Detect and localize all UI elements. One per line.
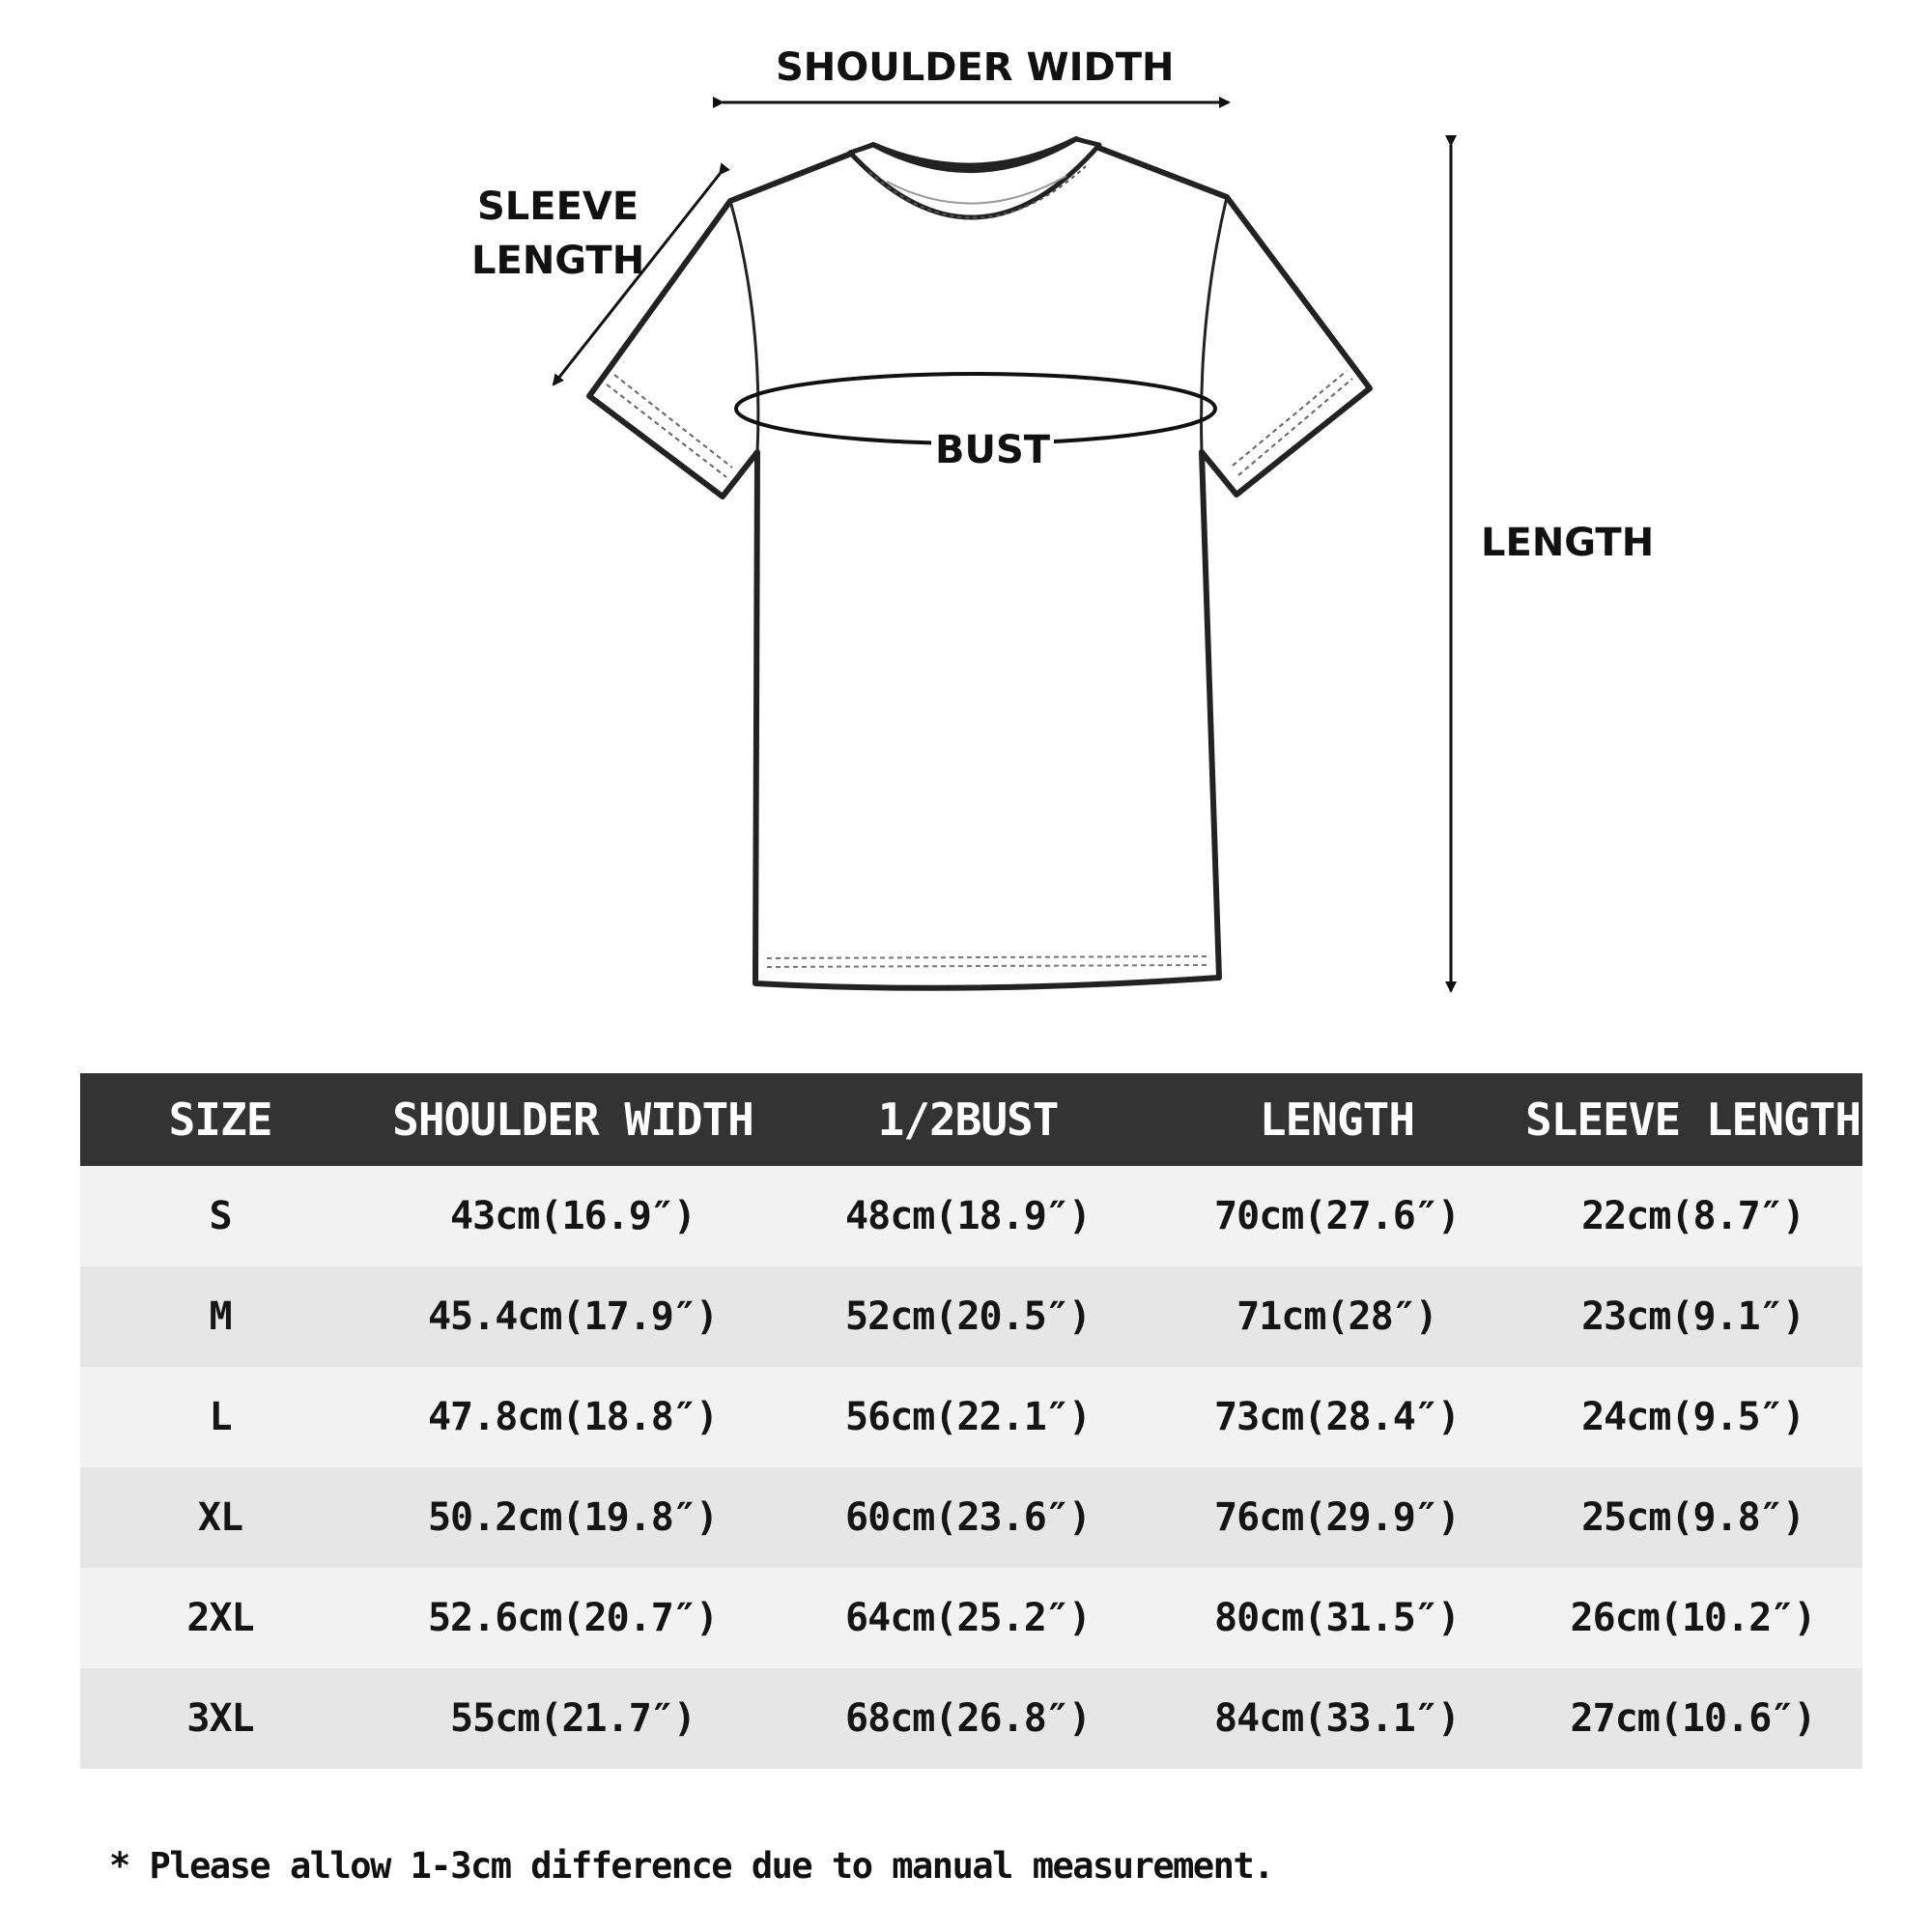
table-row	[80, 1467, 1862, 1568]
cell-length: 73cm(28.4″)	[1214, 1395, 1460, 1439]
cell-sleeve-length: 24cm(9.5″)	[1581, 1395, 1804, 1439]
sleeve-length-label	[471, 180, 644, 288]
cell-length: 71cm(28″)	[1236, 1294, 1437, 1339]
cell-shoulder-width: 55cm(21.7″)	[450, 1696, 696, 1741]
header-length: LENGTH	[1259, 1094, 1415, 1146]
cell-length: 76cm(29.9″)	[1214, 1495, 1460, 1540]
table-row	[80, 1367, 1862, 1467]
cell-half-bust: 60cm(23.6″)	[845, 1495, 1091, 1540]
cell-size: XL	[197, 1495, 243, 1540]
table-header-row	[80, 1073, 1862, 1166]
cell-length: 70cm(27.6″)	[1214, 1194, 1460, 1238]
cell-half-bust: 68cm(26.8″)	[845, 1696, 1091, 1741]
cell-shoulder-width: 50.2cm(19.8″)	[427, 1495, 719, 1540]
header-sleeve-length: SLEEVE LENGTH	[1524, 1094, 1861, 1146]
cell-size: S	[209, 1194, 232, 1238]
cell-sleeve-length: 26cm(10.2″)	[1570, 1596, 1816, 1640]
cell-length: 80cm(31.5″)	[1214, 1596, 1460, 1640]
cell-half-bust: 52cm(20.5″)	[845, 1294, 1091, 1339]
length-label: LENGTH	[1481, 521, 1655, 565]
table-row	[80, 1568, 1862, 1668]
cell-half-bust: 48cm(18.9″)	[845, 1194, 1091, 1238]
table-row	[80, 1668, 1862, 1769]
cell-shoulder-width: 52.6cm(20.7″)	[427, 1596, 719, 1640]
cell-sleeve-length: 27cm(10.6″)	[1570, 1696, 1816, 1741]
bust-label: BUST	[931, 431, 1054, 469]
sleeve-length-label-line1: SLEEVE	[476, 185, 639, 229]
measurement-note: * Please allow 1-3cm difference due to manual measurement.	[109, 1845, 1274, 1887]
table-row	[80, 1266, 1862, 1367]
size-chart-table	[80, 1073, 1862, 1769]
cell-length: 84cm(33.1″)	[1214, 1696, 1460, 1741]
tshirt-body	[589, 139, 1370, 988]
cell-size: M	[209, 1294, 232, 1339]
table-row	[80, 1166, 1862, 1266]
cell-sleeve-length: 25cm(9.8″)	[1581, 1495, 1804, 1540]
shoulder-width-label: SHOULDER WIDTH	[776, 45, 1175, 90]
header-shoulder-width: SHOULDER WIDTH	[392, 1094, 753, 1146]
cell-sleeve-length: 23cm(9.1″)	[1581, 1294, 1804, 1339]
cell-size: L	[209, 1395, 232, 1439]
cell-shoulder-width: 45.4cm(17.9″)	[427, 1294, 719, 1339]
cell-shoulder-width: 47.8cm(18.8″)	[427, 1395, 719, 1439]
cell-size: 2XL	[186, 1596, 254, 1640]
header-size: SIZE	[168, 1094, 272, 1146]
cell-size: 3XL	[186, 1696, 254, 1741]
cell-half-bust: 64cm(25.2″)	[845, 1596, 1091, 1640]
cell-half-bust: 56cm(22.1″)	[845, 1395, 1091, 1439]
sleeve-length-label-line2: LENGTH	[471, 239, 645, 283]
header-half-bust: 1/2BUST	[877, 1094, 1059, 1146]
cell-sleeve-length: 22cm(8.7″)	[1581, 1194, 1804, 1238]
cell-shoulder-width: 43cm(16.9″)	[450, 1194, 696, 1238]
